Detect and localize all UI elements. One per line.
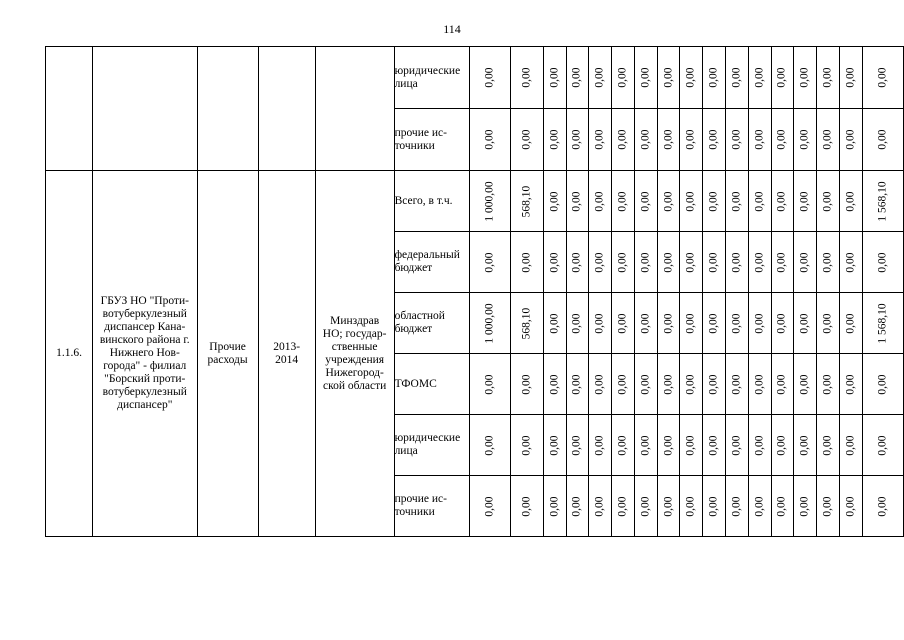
value-cell <box>589 415 612 476</box>
value-cell <box>543 47 566 109</box>
value-cell <box>726 293 749 354</box>
value-text: 0,00 <box>639 434 652 456</box>
value-cell <box>817 47 840 109</box>
value-cell <box>839 232 862 293</box>
table-row <box>46 47 904 109</box>
value-cell <box>680 476 703 537</box>
value-cell <box>862 476 903 537</box>
source-cell: Всего, в т.ч. <box>394 171 469 232</box>
value-text: 0,00 <box>775 129 788 150</box>
value-cell <box>862 354 903 415</box>
value-cell <box>748 171 771 232</box>
value-cell <box>680 415 703 476</box>
value-cell <box>839 476 862 537</box>
value-text: 0,00 <box>821 434 834 456</box>
value-text: 0,00 <box>821 251 834 273</box>
value-cell <box>771 476 794 537</box>
value-text: 0,00 <box>707 251 720 273</box>
value-cell <box>839 109 862 171</box>
value-text: 0,00 <box>662 434 675 456</box>
value-text: 0,00 <box>662 312 675 334</box>
value-cell <box>634 109 657 171</box>
value-cell <box>511 354 544 415</box>
value-text: 0,00 <box>616 373 629 395</box>
value-text: 1 568,10 <box>876 302 889 344</box>
value-text: 0,00 <box>730 495 743 517</box>
value-text: 0,00 <box>876 67 889 88</box>
value-cell <box>634 171 657 232</box>
value-cell <box>589 47 612 109</box>
value-cell <box>470 47 511 109</box>
value-cell <box>703 293 726 354</box>
value-text: 0,00 <box>639 373 652 395</box>
executor: Минздрав НО; государ-ственные учреждения Нижегород-ской области <box>315 171 394 537</box>
empty-number-cell <box>46 47 93 171</box>
value-cell <box>726 415 749 476</box>
value-cell <box>657 293 680 354</box>
value-text: 0,00 <box>548 434 561 456</box>
value-cell <box>748 476 771 537</box>
value-cell <box>703 232 726 293</box>
value-text: 0,00 <box>548 495 561 517</box>
value-cell <box>817 354 840 415</box>
value-text: 0,00 <box>844 67 857 88</box>
value-text: 1 568,10 <box>876 180 889 222</box>
value-text: 0,00 <box>639 67 652 88</box>
value-cell <box>817 171 840 232</box>
item-number: 1.1.6. <box>46 171 93 537</box>
value-cell <box>543 232 566 293</box>
value-text: 0,00 <box>798 190 811 212</box>
value-text: 0,00 <box>616 67 629 88</box>
value-text: 0,00 <box>639 190 652 212</box>
value-cell <box>566 171 589 232</box>
value-text: 0,00 <box>520 495 533 517</box>
value-cell <box>612 354 635 415</box>
value-cell <box>794 476 817 537</box>
value-text: 0,00 <box>520 129 533 150</box>
value-text: 0,00 <box>844 495 857 517</box>
value-cell <box>511 415 544 476</box>
value-cell <box>839 171 862 232</box>
value-cell <box>862 232 903 293</box>
value-cell <box>511 47 544 109</box>
value-cell <box>470 354 511 415</box>
value-cell <box>566 47 589 109</box>
value-text: 0,00 <box>483 495 496 517</box>
value-text: 0,00 <box>593 495 606 517</box>
value-text: 0,00 <box>707 373 720 395</box>
value-cell <box>511 232 544 293</box>
value-text: 0,00 <box>548 190 561 212</box>
value-text: 0,00 <box>775 67 788 88</box>
value-text: 0,00 <box>571 373 584 395</box>
value-cell <box>634 47 657 109</box>
value-cell <box>862 47 903 109</box>
value-text: 0,00 <box>548 373 561 395</box>
value-cell <box>566 476 589 537</box>
value-cell <box>680 109 703 171</box>
value-text: 0,00 <box>684 190 697 212</box>
value-cell <box>511 293 544 354</box>
value-cell <box>817 232 840 293</box>
value-text: 0,00 <box>753 251 766 273</box>
value-text: 0,00 <box>571 251 584 273</box>
value-text: 0,00 <box>662 67 675 88</box>
value-text: 0,00 <box>876 251 889 273</box>
value-cell <box>511 171 544 232</box>
value-cell <box>470 415 511 476</box>
value-text: 0,00 <box>616 312 629 334</box>
value-text: 0,00 <box>483 67 496 88</box>
budget-table <box>45 46 904 537</box>
value-text: 0,00 <box>844 129 857 150</box>
value-cell <box>612 171 635 232</box>
value-text: 0,00 <box>753 190 766 212</box>
value-text: 0,00 <box>593 190 606 212</box>
value-text: 0,00 <box>821 129 834 150</box>
value-cell <box>470 171 511 232</box>
value-text: 0,00 <box>616 129 629 150</box>
value-text: 0,00 <box>616 434 629 456</box>
value-text: 0,00 <box>593 434 606 456</box>
value-text: 0,00 <box>798 434 811 456</box>
value-text: 0,00 <box>730 312 743 334</box>
value-cell <box>862 293 903 354</box>
value-cell <box>566 293 589 354</box>
value-cell <box>634 415 657 476</box>
expense-type: Прочие расходы <box>197 171 258 537</box>
value-cell <box>771 354 794 415</box>
value-cell <box>470 109 511 171</box>
value-cell <box>726 354 749 415</box>
value-cell <box>862 415 903 476</box>
value-cell <box>703 109 726 171</box>
value-cell <box>817 415 840 476</box>
value-text: 0,00 <box>520 434 533 456</box>
value-cell <box>589 476 612 537</box>
value-text: 0,00 <box>730 251 743 273</box>
value-text: 0,00 <box>593 129 606 150</box>
value-cell <box>657 415 680 476</box>
empty-expense-cell <box>197 47 258 171</box>
value-cell <box>703 415 726 476</box>
value-text: 568,10 <box>520 307 533 339</box>
value-cell <box>634 354 657 415</box>
value-text: 0,00 <box>798 251 811 273</box>
value-text: 0,00 <box>684 434 697 456</box>
value-text: 0,00 <box>662 190 675 212</box>
value-text: 0,00 <box>639 312 652 334</box>
value-cell <box>634 232 657 293</box>
value-text: 0,00 <box>662 251 675 273</box>
value-cell <box>612 47 635 109</box>
value-text: 0,00 <box>775 373 788 395</box>
value-cell <box>748 354 771 415</box>
value-cell <box>703 354 726 415</box>
value-cell <box>680 47 703 109</box>
value-cell <box>511 476 544 537</box>
value-text: 0,00 <box>684 129 697 150</box>
value-text: 1 000,00 <box>483 302 496 344</box>
value-text: 0,00 <box>571 312 584 334</box>
value-cell <box>748 415 771 476</box>
value-text: 0,00 <box>593 373 606 395</box>
value-cell <box>748 232 771 293</box>
source-cell: юридические лица <box>394 415 469 476</box>
value-cell <box>589 354 612 415</box>
value-cell <box>589 293 612 354</box>
value-text: 0,00 <box>639 251 652 273</box>
value-cell <box>771 232 794 293</box>
value-text: 0,00 <box>821 312 834 334</box>
value-cell <box>680 171 703 232</box>
value-cell <box>680 293 703 354</box>
value-cell <box>566 232 589 293</box>
value-cell <box>511 109 544 171</box>
value-text: 0,00 <box>707 312 720 334</box>
value-text: 0,00 <box>821 67 834 88</box>
value-cell <box>839 415 862 476</box>
value-cell <box>726 109 749 171</box>
empty-name-cell <box>93 47 198 171</box>
value-text: 0,00 <box>707 434 720 456</box>
value-cell <box>470 232 511 293</box>
value-cell <box>543 415 566 476</box>
value-text: 0,00 <box>753 129 766 150</box>
value-text: 0,00 <box>798 373 811 395</box>
value-cell <box>862 109 903 171</box>
value-text: 0,00 <box>639 129 652 150</box>
value-text: 0,00 <box>548 129 561 150</box>
value-cell <box>771 47 794 109</box>
value-cell <box>589 171 612 232</box>
value-text: 0,00 <box>571 495 584 517</box>
value-text: 0,00 <box>548 67 561 88</box>
value-text: 0,00 <box>876 495 889 517</box>
source-cell: прочие ис-точники <box>394 109 469 171</box>
value-text: 0,00 <box>662 495 675 517</box>
value-cell <box>817 293 840 354</box>
value-cell <box>543 109 566 171</box>
value-text: 0,00 <box>798 495 811 517</box>
value-cell <box>748 293 771 354</box>
value-cell <box>612 293 635 354</box>
value-cell <box>771 415 794 476</box>
value-cell <box>566 415 589 476</box>
source-cell: ТФОМС <box>394 354 469 415</box>
value-text: 0,00 <box>684 495 697 517</box>
value-text: 0,00 <box>844 373 857 395</box>
value-cell <box>657 354 680 415</box>
value-cell <box>612 232 635 293</box>
value-text: 0,00 <box>876 129 889 150</box>
source-cell: областной бюджет <box>394 293 469 354</box>
value-cell <box>589 109 612 171</box>
value-cell <box>794 293 817 354</box>
value-text: 0,00 <box>821 495 834 517</box>
value-cell <box>589 232 612 293</box>
value-cell <box>726 47 749 109</box>
value-text: 0,00 <box>730 67 743 88</box>
value-cell <box>794 232 817 293</box>
page-number: 114 <box>443 22 461 36</box>
value-cell <box>634 476 657 537</box>
value-cell <box>817 476 840 537</box>
value-text: 0,00 <box>616 190 629 212</box>
value-cell <box>566 109 589 171</box>
value-text: 0,00 <box>844 434 857 456</box>
value-text: 0,00 <box>593 251 606 273</box>
value-text: 0,00 <box>798 129 811 150</box>
value-cell <box>543 354 566 415</box>
value-text: 1 000,00 <box>483 180 496 222</box>
empty-period-cell <box>258 47 315 171</box>
period: 2013-2014 <box>258 171 315 537</box>
value-text: 0,00 <box>821 190 834 212</box>
value-text: 0,00 <box>707 495 720 517</box>
value-text: 0,00 <box>753 495 766 517</box>
value-text: 0,00 <box>520 373 533 395</box>
value-text: 0,00 <box>662 129 675 150</box>
value-text: 0,00 <box>876 434 889 456</box>
value-text: 568,10 <box>520 185 533 217</box>
value-cell <box>470 476 511 537</box>
value-text: 0,00 <box>571 67 584 88</box>
value-text: 0,00 <box>775 434 788 456</box>
empty-executor-cell <box>315 47 394 171</box>
value-text: 0,00 <box>876 373 889 395</box>
value-text: 0,00 <box>753 434 766 456</box>
value-cell <box>657 47 680 109</box>
value-text: 0,00 <box>571 129 584 150</box>
value-text: 0,00 <box>483 434 496 456</box>
value-cell <box>817 109 840 171</box>
value-cell <box>839 293 862 354</box>
value-text: 0,00 <box>821 373 834 395</box>
value-text: 0,00 <box>753 67 766 88</box>
value-cell <box>612 415 635 476</box>
value-cell <box>794 47 817 109</box>
value-text: 0,00 <box>684 373 697 395</box>
value-text: 0,00 <box>662 373 675 395</box>
value-text: 0,00 <box>844 251 857 273</box>
value-text: 0,00 <box>639 495 652 517</box>
value-cell <box>703 171 726 232</box>
value-cell <box>748 47 771 109</box>
value-text: 0,00 <box>707 190 720 212</box>
value-cell <box>612 109 635 171</box>
value-text: 0,00 <box>593 67 606 88</box>
value-text: 0,00 <box>730 373 743 395</box>
value-text: 0,00 <box>684 251 697 273</box>
value-cell <box>862 171 903 232</box>
value-cell <box>657 171 680 232</box>
value-cell <box>680 354 703 415</box>
value-cell <box>794 171 817 232</box>
value-text: 0,00 <box>593 312 606 334</box>
value-text: 0,00 <box>483 373 496 395</box>
source-cell: федеральный бюджет <box>394 232 469 293</box>
value-text: 0,00 <box>483 251 496 273</box>
source-cell: прочие ис-точники <box>394 476 469 537</box>
value-cell <box>634 293 657 354</box>
value-cell <box>680 232 703 293</box>
table-row <box>46 171 904 232</box>
value-text: 0,00 <box>730 434 743 456</box>
value-cell <box>543 171 566 232</box>
value-cell <box>839 354 862 415</box>
value-text: 0,00 <box>775 495 788 517</box>
value-text: 0,00 <box>844 190 857 212</box>
value-cell <box>794 354 817 415</box>
source-cell: юридические лица <box>394 47 469 109</box>
value-cell <box>543 476 566 537</box>
value-cell <box>726 171 749 232</box>
value-text: 0,00 <box>548 312 561 334</box>
value-cell <box>794 109 817 171</box>
value-cell <box>839 47 862 109</box>
value-text: 0,00 <box>616 495 629 517</box>
value-text: 0,00 <box>775 251 788 273</box>
value-text: 0,00 <box>520 251 533 273</box>
value-text: 0,00 <box>844 312 857 334</box>
value-text: 0,00 <box>775 312 788 334</box>
value-cell <box>657 232 680 293</box>
item-name: ГБУЗ НО "Проти-вотуберкулезный диспансер Кана-винского района г. Нижнего Нов-города" - филиал "Борский проти-вотуберкулезный диспансер" <box>93 171 198 537</box>
value-cell <box>771 293 794 354</box>
value-text: 0,00 <box>684 67 697 88</box>
value-cell <box>612 476 635 537</box>
value-text: 0,00 <box>730 190 743 212</box>
value-text: 0,00 <box>798 312 811 334</box>
value-cell <box>771 109 794 171</box>
value-text: 0,00 <box>707 67 720 88</box>
value-text: 0,00 <box>753 373 766 395</box>
value-text: 0,00 <box>730 129 743 150</box>
value-cell <box>726 232 749 293</box>
value-text: 0,00 <box>571 190 584 212</box>
value-cell <box>748 109 771 171</box>
value-cell <box>566 354 589 415</box>
value-cell <box>543 293 566 354</box>
value-cell <box>657 476 680 537</box>
value-text: 0,00 <box>616 251 629 273</box>
value-cell <box>794 415 817 476</box>
value-cell <box>470 293 511 354</box>
value-cell <box>657 109 680 171</box>
value-text: 0,00 <box>753 312 766 334</box>
value-text: 0,00 <box>798 67 811 88</box>
value-text: 0,00 <box>707 129 720 150</box>
value-cell <box>703 476 726 537</box>
value-text: 0,00 <box>520 67 533 88</box>
value-cell <box>703 47 726 109</box>
value-cell <box>771 171 794 232</box>
value-text: 0,00 <box>483 129 496 150</box>
value-text: 0,00 <box>775 190 788 212</box>
value-text: 0,00 <box>684 312 697 334</box>
value-text: 0,00 <box>548 251 561 273</box>
value-text: 0,00 <box>571 434 584 456</box>
value-cell <box>726 476 749 537</box>
